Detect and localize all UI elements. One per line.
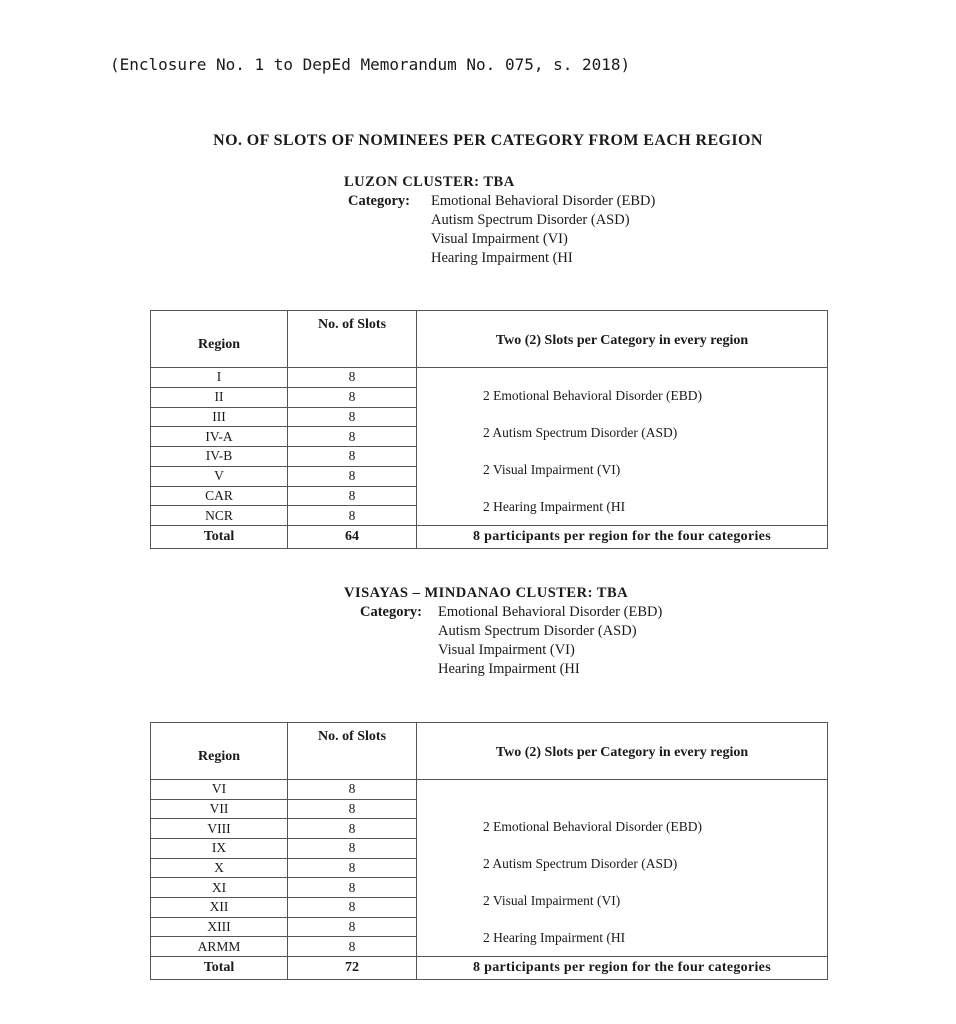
region-cell: ARMM (151, 937, 288, 957)
total-description: 8 participants per region for the four categories (417, 526, 828, 549)
slots-cell: 8 (288, 506, 417, 526)
page-title: NO. OF SLOTS OF NOMINEES PER CATEGORY FROM EACH REGION (213, 132, 763, 149)
region-cell: I (151, 368, 288, 388)
luzon-cluster-info (344, 173, 655, 268)
region-cell: IX (151, 838, 288, 858)
visayas-category-item: Visual Impairment (VI) (438, 642, 575, 658)
total-label: Total (151, 957, 288, 980)
region-cell: XIII (151, 917, 288, 937)
total-row (151, 526, 828, 549)
table-row (151, 368, 828, 388)
region-cell: IV-A (151, 427, 288, 447)
luzon-category-list (431, 192, 655, 268)
region-cell: VII (151, 799, 288, 819)
table-header-row (151, 723, 828, 780)
slots-header: No. of Slots (288, 723, 417, 780)
visayas-cluster-title: VISAYAS – MINDANAO CLUSTER: TBA (344, 585, 629, 601)
breakdown-line: 2 Emotional Behavioral Disorder (EBD) (483, 388, 702, 403)
slots-header: No. of Slots (288, 311, 417, 368)
description-header: Two (2) Slots per Category in every region (417, 311, 828, 368)
slots-cell: 8 (288, 819, 417, 839)
region-cell: NCR (151, 506, 288, 526)
total-label: Total (151, 526, 288, 549)
slots-cell: 8 (288, 447, 417, 467)
table-row (151, 780, 828, 800)
visayas-slots-table (150, 722, 828, 980)
total-description: 8 participants per region for the four categories (417, 957, 828, 980)
slots-cell: 8 (288, 897, 417, 917)
slots-cell: 8 (288, 368, 417, 388)
breakdown-line: 2 Emotional Behavioral Disorder (EBD) (483, 819, 702, 834)
region-cell: XI (151, 878, 288, 898)
visayas-cluster-info (344, 584, 662, 679)
slots-cell: 8 (288, 917, 417, 937)
visayas-category-item: Emotional Behavioral Disorder (EBD) (438, 604, 663, 620)
slots-cell: 8 (288, 486, 417, 506)
region-cell: VIII (151, 819, 288, 839)
region-cell: V (151, 466, 288, 486)
slots-cell: 8 (288, 466, 417, 486)
visayas-category-item: Hearing Impairment (HI (438, 661, 580, 677)
slots-cell: 8 (288, 427, 417, 447)
category-breakdown-cell (417, 780, 828, 957)
slots-cell: 8 (288, 387, 417, 407)
slots-cell: 8 (288, 838, 417, 858)
region-cell: III (151, 407, 288, 427)
slots-cell: 8 (288, 937, 417, 957)
luzon-slots-table (150, 310, 828, 549)
total-slots: 72 (288, 957, 417, 980)
region-header: Region (151, 723, 288, 780)
slots-cell: 8 (288, 407, 417, 427)
visayas-category-label: Category: (360, 604, 423, 620)
region-cell: X (151, 858, 288, 878)
visayas-category-list (438, 603, 662, 679)
table-header-row (151, 311, 828, 368)
breakdown-line: 2 Visual Impairment (VI) (483, 462, 621, 477)
luzon-cluster-title: LUZON CLUSTER: TBA (344, 174, 515, 190)
slots-cell: 8 (288, 780, 417, 800)
slots-cell: 8 (288, 799, 417, 819)
category-breakdown-cell (417, 368, 828, 526)
luzon-category-item: Emotional Behavioral Disorder (EBD) (431, 193, 656, 209)
breakdown-line: 2 Autism Spectrum Disorder (ASD) (483, 425, 678, 440)
slots-cell: 8 (288, 878, 417, 898)
breakdown-line: 2 Autism Spectrum Disorder (ASD) (483, 856, 678, 871)
region-cell: II (151, 387, 288, 407)
region-cell: VI (151, 780, 288, 800)
breakdown-line: 2 Visual Impairment (VI) (483, 893, 621, 908)
luzon-category-item: Autism Spectrum Disorder (ASD) (431, 212, 630, 228)
luzon-category-item: Visual Impairment (VI) (431, 231, 568, 247)
luzon-category-label: Category: (348, 193, 411, 209)
region-cell: XII (151, 897, 288, 917)
total-slots: 64 (288, 526, 417, 549)
breakdown-line: 2 Hearing Impairment (HI (483, 930, 626, 945)
enclosure-reference: (Enclosure No. 1 to DepEd Memorandum No. 075, s. 2018) (110, 55, 631, 74)
description-header: Two (2) Slots per Category in every region (417, 723, 828, 780)
breakdown-line: 2 Hearing Impairment (HI (483, 499, 626, 514)
region-cell: CAR (151, 486, 288, 506)
slots-cell: 8 (288, 858, 417, 878)
region-cell: IV-B (151, 447, 288, 467)
region-header: Region (151, 311, 288, 368)
luzon-category-item: Hearing Impairment (HI (431, 250, 573, 266)
visayas-category-item: Autism Spectrum Disorder (ASD) (438, 623, 637, 639)
total-row (151, 957, 828, 980)
